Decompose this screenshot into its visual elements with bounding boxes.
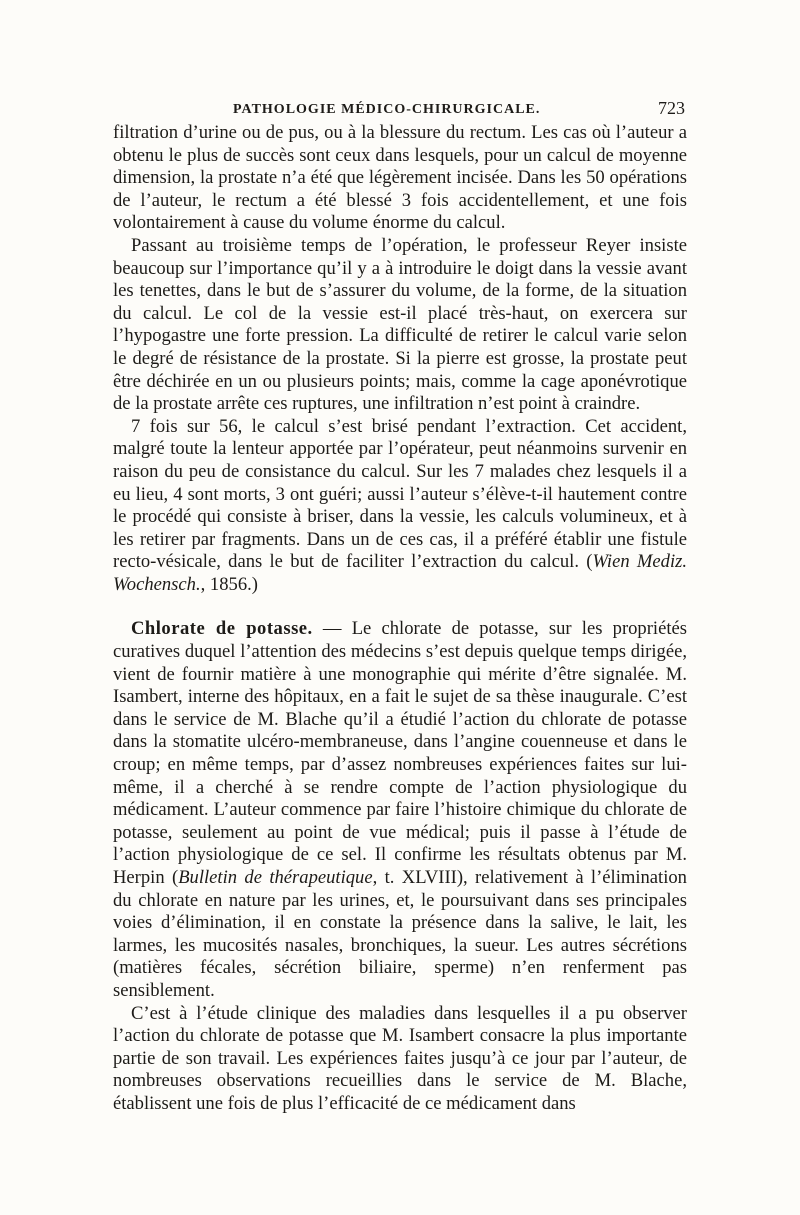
book-page [113,96,687,1116]
section-paragraph-2: C’est à l’étude clinique des maladies dans lesquelles il a pu observer l’action du chlorate de potasse que M. Isambert consacre la plus importante partie de son travail. Les expériences faites jusqu’à ce jour par l’auteur, de nombreuses observations recueillies dans le service de M. Blache, établissent une fois de plus l’efficacité de ce médicament dans [113,1002,687,1114]
running-header [113,96,687,122]
page-number: 723 [658,98,685,118]
body-text [113,122,687,1116]
paragraph-1: filtration d’urine ou de pus, ou à la blessure du rectum. Les cas où l’auteur a obtenu le plus de succès sont ceux dans lesquels, pour un calcul de moyenne dimension, la prostate n’a été que légèrement incisée. Dans les 50 opérations de l’auteur, le rectum a été blessé 3 fois accidentellement, et une fois volontairement à cause du volume énorme du calcul. [113,122,687,234]
paragraph-2: Passant au troisième temps de l’opération, le professeur Reyer insiste beaucoup sur l’importance qu’il y a à introduire le doigt dans la vessie avant les tenettes, dans le but de s’assurer du volume, de la forme, de la situation du calcul. Le col de la vessie est-il placé très-haut, on exercera sur l’hypogastre une forte pression. La difficulté de retirer le calcul varie selon le degré de résistance de la prostate. Si la pierre est grosse, la prostate peut être déchirée en un ou plusieurs points; mais, comme la cage aponévrotique de la prostate arrête ces ruptures, une infiltration n’est point à craindre. [113,234,687,415]
running-title: PATHOLOGIE MÉDICO-CHIRURGICALE. [233,102,541,117]
section-text-b: , t. XLVIII), relativement à l’élimination du chlorate en nature par les urines, et, le poursuivant dans ses principales voies d’élimination, il en constate la présence dans la salive, le lait, les larmes, les mucosités nasales, bronchiques, la sueur. Les autres sécrétions (matières fécales, sécrétion biliaire, sperme) n’en renferment pas sensiblement. [113,867,687,1001]
paragraph-3 [113,416,687,597]
section-text-a: — Le chlorate de potasse, sur les propriétés curatives duquel l’attention des médecins s’est depuis quelque temps dirigée, vient de fournir matière à une monographie qui mérite d’être signalée. M. Isambert, interne des hôpitaux, en a fait le sujet de sa thèse inaugurale. C’est dans le service de M. Blache qu’il a étudié l’action du chlorate de potasse dans la stomatite ulcéro-membraneuse, dans l’angine couenneuse et dans le croup; en même temps, par d’assez nombreuses expériences faites sur lui-même, il a cherché à se rendre compte de l’action physiologique du médicament. L’auteur commence par faire l’histoire chimique du chlorate de potasse, seulement au point de vue médical; puis il passe à l’étude de l’action physiologique de ce sel. Il confirme les résultats obtenus par M. Herpin ( [113,618,687,888]
citation-bulletin: Bulletin de thérapeutique [178,867,373,888]
paragraph-3-tail: , 1856.) [200,573,258,595]
paragraph-3-text: 7 fois sur 56, le calcul s’est brisé pendant l’extraction. Cet accident, malgré toute la lenteur apportée par l’opérateur, peut néanmoins survenir en raison du peu de consistance du calcul. Sur les 7 malades chez lesquels il a eu lieu, 4 sont morts, 3 ont guéri; aussi l’auteur s’élève-t-il hautement contre le procédé qui consiste à briser, dans la vessie, les calculs volumineux, et à les retirer par fragments. Dans un de ces cas, il a préféré établir une fistule recto-vésicale, dans le but de faciliter l’extraction du calcul. ( [113,415,687,573]
section-paragraph-1 [113,618,687,1002]
citation-wien: Wien Mediz. Wochensch. [113,551,687,595]
section-title: Chlorate de potasse. [131,618,313,640]
